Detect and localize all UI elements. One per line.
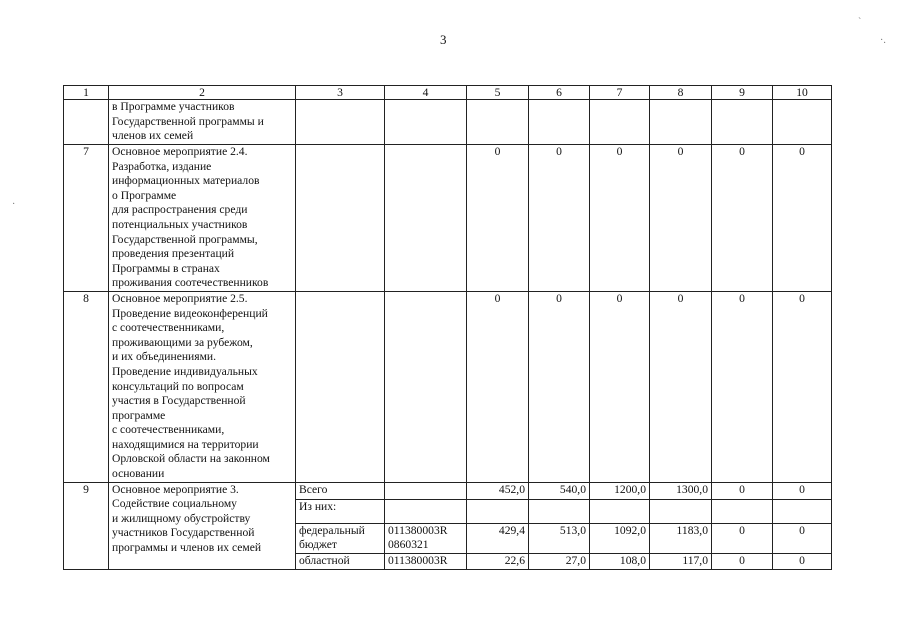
value-cell: 0 — [529, 291, 590, 482]
header-cell: 7 — [590, 86, 650, 100]
table-row — [64, 291, 832, 482]
description-line: находящимися на территории — [112, 437, 259, 451]
row-number-cell: 8 — [64, 291, 109, 482]
value-cell: 540,0 — [529, 482, 590, 499]
header-cell: 8 — [650, 86, 712, 100]
description-line: Программы в странах — [112, 261, 220, 275]
description-line: с соотечественниками, — [112, 423, 225, 437]
activity-description — [109, 145, 296, 292]
value-cell: 108,0 — [590, 553, 650, 569]
value-cell: 0 — [773, 291, 832, 482]
row-number-cell: 9 — [64, 482, 109, 569]
funding-source-cell: федеральный бюджет — [296, 523, 385, 553]
value-cell: 0 — [773, 523, 832, 553]
activity-description — [109, 291, 296, 482]
budget-code-cell: 011380003R 0860321 — [385, 523, 467, 553]
value-cell: 429,4 — [467, 523, 529, 553]
value-cell — [650, 499, 712, 523]
header-cell: 9 — [712, 86, 773, 100]
value-cell: 0 — [467, 145, 529, 292]
description-line: членов их семей — [112, 129, 194, 143]
description-line: участников Государственной — [112, 526, 255, 540]
funding-source-cell: Из них: — [296, 499, 385, 523]
value-cell: 22,6 — [467, 553, 529, 569]
page-number: 3 — [440, 32, 447, 47]
value-cell: 0 — [712, 291, 773, 482]
value-cell: 1092,0 — [590, 523, 650, 553]
scan-speck: ·. — [880, 35, 886, 46]
value-cell — [590, 499, 650, 523]
program-activities-table — [63, 85, 832, 570]
description-line: потенциальных участников — [112, 217, 248, 231]
value-cell: 0 — [650, 145, 712, 292]
value-cell — [712, 499, 773, 523]
value-cell: 0 — [712, 523, 773, 553]
description-line: Государственной программы и — [112, 114, 264, 128]
header-cell: 6 — [529, 86, 590, 100]
description-line: и жилищному обустройству — [112, 511, 251, 525]
description-line: Основное мероприятие 2.5. — [112, 291, 248, 305]
description-line: Орловской области на законном — [112, 452, 270, 466]
value-cell: 0 — [650, 291, 712, 482]
description-line: участия в Государственной — [112, 394, 246, 408]
table-row — [64, 145, 832, 292]
description-line: Разработка, издание — [112, 159, 212, 173]
description-line: консультаций по вопросам — [112, 379, 244, 393]
value-cell: 1200,0 — [590, 482, 650, 499]
budget-code-cell — [385, 482, 467, 499]
description-line: в Программе участников — [112, 100, 235, 113]
value-cell: 1183,0 — [650, 523, 712, 553]
scan-speck: · — [12, 199, 16, 210]
header-cell: 2 — [109, 86, 296, 100]
funding-source-cell: Всего — [296, 482, 385, 499]
value-cell — [529, 499, 590, 523]
table-row — [64, 482, 832, 499]
value-cell: 0 — [590, 145, 650, 292]
activity-description — [109, 100, 296, 145]
table-row — [64, 100, 832, 145]
value-cell: 0 — [590, 291, 650, 482]
description-line: для распространения среди — [112, 203, 248, 217]
header-cell: 4 — [385, 86, 467, 100]
value-cell: 0 — [712, 482, 773, 499]
value-cell: 0 — [529, 145, 590, 292]
description-line: проживания соотечественников — [112, 276, 269, 290]
row-number-cell — [64, 100, 109, 145]
description-line: Проведение видеоконференций — [112, 306, 268, 320]
budget-code-cell — [385, 291, 467, 482]
description-line: Государственной программы, — [112, 232, 258, 246]
value-cell: 0 — [773, 553, 832, 569]
description-line: основании — [112, 467, 165, 481]
budget-code-cell — [385, 499, 467, 523]
description-line: Содействие социальному — [112, 497, 237, 511]
row-number-cell: 7 — [64, 145, 109, 292]
header-cell: 5 — [467, 86, 529, 100]
description-line: проживающими за рубежом, — [112, 335, 253, 349]
value-cell — [467, 499, 529, 523]
value-cell: 0 — [712, 145, 773, 292]
activity-description — [109, 482, 296, 569]
value-cell: 0 — [712, 553, 773, 569]
description-line: информационных материалов — [112, 174, 260, 188]
budget-code-cell — [385, 145, 467, 292]
scan-speck: ˋ — [858, 17, 862, 28]
value-cell: 0 — [467, 291, 529, 482]
value-cell: 0 — [773, 145, 832, 292]
header-cell: 1 — [64, 86, 109, 100]
value-cell — [773, 499, 832, 523]
value-cell: 452,0 — [467, 482, 529, 499]
description-line: Основное мероприятие 3. — [112, 482, 239, 496]
value-cell: 117,0 — [650, 553, 712, 569]
value-cell: 27,0 — [529, 553, 590, 569]
header-cell: 10 — [773, 86, 832, 100]
description-line: проведения презентаций — [112, 247, 235, 261]
header-cell: 3 — [296, 86, 385, 100]
description-line: программе — [112, 408, 166, 422]
budget-code-cell: 011380003R — [385, 553, 467, 569]
description-line: и их объединениями. — [112, 350, 217, 364]
value-cell: 513,0 — [529, 523, 590, 553]
description-line: программы и членов их семей — [112, 541, 262, 555]
funding-source-cell: областной — [296, 553, 385, 569]
column-number-header-row — [64, 86, 832, 100]
value-cell: 1300,0 — [650, 482, 712, 499]
description-line: Проведение индивидуальных — [112, 364, 258, 378]
funding-source-cell — [296, 145, 385, 292]
value-cell: 0 — [773, 482, 832, 499]
description-line: Основное мероприятие 2.4. — [112, 145, 248, 158]
funding-source-cell — [296, 291, 385, 482]
description-line: с соотечественниками, — [112, 321, 225, 335]
description-line: о Программе — [112, 188, 177, 202]
